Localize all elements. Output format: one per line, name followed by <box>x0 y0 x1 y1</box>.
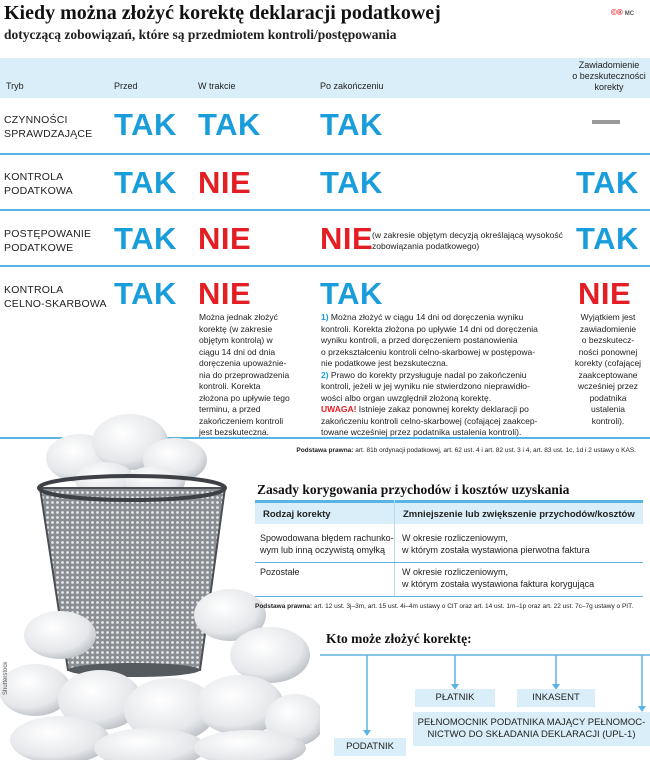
cell-celno-po: TAK <box>320 276 383 311</box>
page-subtitle: dotyczącą zobowiązań, które są przedmiotem kontroli/postępowania <box>4 27 397 42</box>
who-box-platnik: PŁATNIK <box>415 689 495 707</box>
cell-kontrola-w-trakcie: NIE <box>198 165 252 200</box>
trash-can-illustration <box>0 400 320 760</box>
cell-celno-po-note: 1) Można złożyć w ciągu 14 dni od doręczenia wyniku kontroli. Korekta złożona po upływie 14 dni od doręczenia wyniku kontroli, a przed doręczeniem postanowienia o przekształceniu kontroli celno-skarbowej w postępowa- nie podatkowe jest bezskuteczna. 2) Prawo do korekty przysługuje nadal po zakończeniu kontroli, jeżeli w jej wyniku nie stwierdzono nieprawidło- wości albo organ uwzględnił złożoną korektę. UWAGA! Istnieje zakaz ponownej korekty deklaracji po zakończeniu kontroli celno-skarbowej (cofającej zaakcep- towane wcześniej przez podatnika ustalenia kontroli). <box>321 312 538 437</box>
income-row-2-kind: Pozostałe <box>260 567 300 577</box>
copyright-icon: ©® <box>611 8 623 17</box>
cell-czynnosci-przed: TAK <box>114 107 177 142</box>
row-divider <box>255 596 643 597</box>
row-label-czynnosci: CZYNNOŚCI SPRAWDZAJĄCE <box>4 114 93 140</box>
cell-kontrola-przed: TAK <box>114 165 177 200</box>
page-title: Kiedy można złożyć korektę deklaracji podatkowej <box>4 2 441 24</box>
income-table-title: Zasady korygowania przychodów i kosztów uzyskania <box>257 482 570 497</box>
income-table-header <box>255 500 643 524</box>
income-row-2-effect: W okresie rozliczeniowym, w którym została wystawiona faktura korygująca <box>402 567 595 589</box>
cell-celno-zawiadomienie-note: Wyjątkiem jest zawiadomienie o bezskutecz- ności ponownej korekty (cofającej zaakceptowane wcześniej przez podatnika ustalenia kontroli). <box>574 312 642 426</box>
col-header-zawiadomienie-3: korekty <box>594 82 624 92</box>
cell-postepowanie-przed: TAK <box>114 221 177 256</box>
row-divider <box>255 562 643 563</box>
income-col-header-zmiana: Zmniejszenie lub zwiększenie przychodów/kosztów <box>403 509 635 520</box>
col-header-zawiadomienie-2: o bezskuteczności <box>572 71 646 81</box>
arrow-down-icon <box>363 730 371 736</box>
legal-basis-income: Podstawa prawna: art. 12 ust. 3j–3m, art. 15 ust. 4i–4m ustawy o CIT oraz art. 14 ust. 1m–1p oraz art. 22 ust. 7c–7g ustawy o PIT. <box>255 603 634 610</box>
cell-czynnosci-w-trakcie: TAK <box>198 107 261 142</box>
col-header-tryb: Tryb <box>6 81 24 91</box>
col-header-zawiadomienie-1: Zawiadomienie <box>578 60 640 70</box>
cell-celno-przed: TAK <box>114 276 177 311</box>
cell-postepowanie-po-note: (w zakresie objętym decyzją określającą wysokość zobowiązania podatkowego) <box>372 230 563 251</box>
cell-celno-w-trakcie-note: Można jednak złożyć korektę (w zakresie objętym kontrolą) w ciągu 14 dni od dnia doręczenia upoważnie- nia do przeprowadzenia kontroli. Korekta złożona po upływie tego terminu, a przed zakończeniem kontroli jest bezskuteczna. <box>199 312 290 437</box>
copyright-badge <box>611 8 634 17</box>
column-divider <box>394 500 395 596</box>
photo-credit: Shutterstock <box>3 661 9 695</box>
note-number: 1) <box>321 312 329 322</box>
row-label-kontrola-podatkowa: KONTROLA PODATKOWA <box>4 171 73 197</box>
warning-label: UWAGA! <box>321 404 357 414</box>
who-box-inkasent: INKASENT <box>517 689 595 707</box>
col-header-po-zakonczeniu: Po zakończeniu <box>320 81 384 91</box>
cell-czynnosci-po: TAK <box>320 107 383 142</box>
row-label-postepowanie: POSTĘPOWANIE PODATKOWE <box>4 228 92 254</box>
legal-basis-main: Podstawa prawna: art. 81b ordynacji podatkowej, art. 62 ust. 4 i art. 82 ust. 3 i 4, art. 83 ust. 1c, 1d i 2 ustawy o KAS. <box>296 447 636 454</box>
cell-celno-zawiadomienie: NIE <box>578 276 632 311</box>
paper-ball-icon <box>46 414 207 498</box>
cell-kontrola-zawiadomienie: TAK <box>576 165 639 200</box>
note-number: 2) <box>321 369 329 380</box>
col-header-przed: Przed <box>114 81 138 91</box>
who-box-pelnomocnik: PEŁNOMOCNIK PODATNIKA MAJĄCY PEŁNOMOC- NICTWO DO SKŁADANIA DEKLARACJI (UPL-1) <box>413 712 650 746</box>
cell-postepowanie-w-trakcie: NIE <box>198 221 252 256</box>
cell-kontrola-po: TAK <box>320 165 383 200</box>
who-section-title: Kto może złożyć korektę: <box>326 631 472 646</box>
row-label-kontrola-celno-skarbowa: KONTROLA CELNO-SKARBOWA <box>4 284 107 310</box>
main-table-header <box>0 58 650 98</box>
row-divider <box>0 265 650 267</box>
cell-celno-w-trakcie: NIE <box>198 276 252 311</box>
cell-postepowanie-zawiadomienie: TAK <box>576 221 639 256</box>
income-col-header-rodzaj: Rodzaj korekty <box>263 509 331 520</box>
income-row-1-kind: Spowodowana błędem rachunko- wym lub inną oczywistą omyłką <box>260 533 394 555</box>
income-row-1-effect: W okresie rozliczeniowym, w którym została wystawiona pierwotna faktura <box>402 533 590 555</box>
author-initials: MC <box>624 11 635 17</box>
cell-czynnosci-zawiadomienie-dash <box>592 120 620 124</box>
row-divider <box>0 209 650 211</box>
row-divider <box>0 153 650 155</box>
col-header-w-trakcie: W trakcie <box>198 81 236 91</box>
who-box-podatnik: PODATNIK <box>334 738 406 756</box>
cell-postepowanie-po: NIE <box>320 221 374 256</box>
